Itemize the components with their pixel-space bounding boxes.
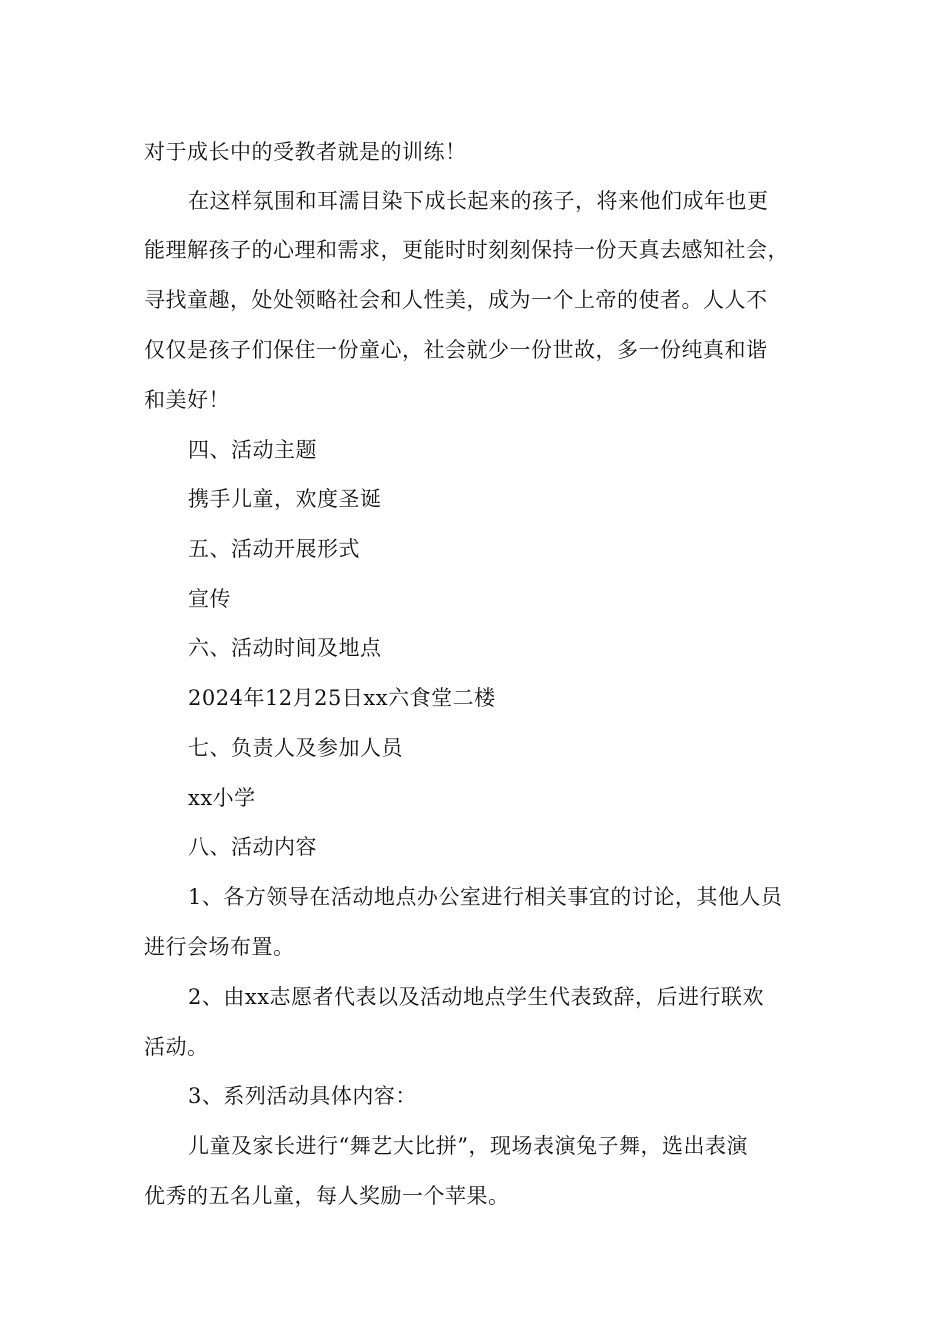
paragraph-line: 携手儿童，欢度圣诞 <box>188 487 382 511</box>
paragraph-line: 儿童及家长进行“舞艺大比拼”，现场表演兔子舞，选出表演 <box>188 1134 748 1158</box>
paragraph-line: 1、各方领导在活动地点办公室进行相关事宜的讨论，其他人员 <box>188 885 783 909</box>
paragraph-line: 活动。 <box>144 1035 209 1059</box>
paragraph-line: 和美好！ <box>144 388 230 412</box>
paragraph-line: 2、由xx志愿者代表以及活动地点学生代表致辞，后进行联欢 <box>188 985 765 1009</box>
paragraph-line: 在这样氛围和耳濡目染下成长起来的孩子，将来他们成年也更 <box>188 189 769 213</box>
section-heading: 四、活动主题 <box>188 438 317 462</box>
paragraph-line: 仅仅是孩子们保住一份童心，社会就少一份世故，多一份纯真和谐 <box>144 338 768 362</box>
paragraph-line: 寻找童趣，处处领略社会和人性美，成为一个上帝的使者。人人不 <box>144 288 768 312</box>
paragraph-line: 进行会场布置。 <box>144 935 295 959</box>
section-heading: 七、负责人及参加人员 <box>188 736 403 760</box>
paragraph-line: 宣传 <box>188 587 231 611</box>
paragraph-line: xx小学 <box>188 786 256 810</box>
section-heading: 六、活动时间及地点 <box>188 636 382 660</box>
paragraph-line: 能理解孩子的心理和需求，更能时时刻刻保持一份天真去感知社会， <box>144 238 789 262</box>
section-heading: 八、活动内容 <box>188 835 317 859</box>
paragraph-line: 优秀的五名儿童，每人奖励一个苹果。 <box>144 1184 510 1208</box>
paragraph-line: 对于成长中的受教者就是的训练！ <box>144 140 467 164</box>
section-heading: 五、活动开展形式 <box>188 537 360 561</box>
paragraph-line: 3、系列活动具体内容： <box>188 1084 417 1108</box>
paragraph-line: 2024年12月25日xx六食堂二楼 <box>188 686 496 710</box>
